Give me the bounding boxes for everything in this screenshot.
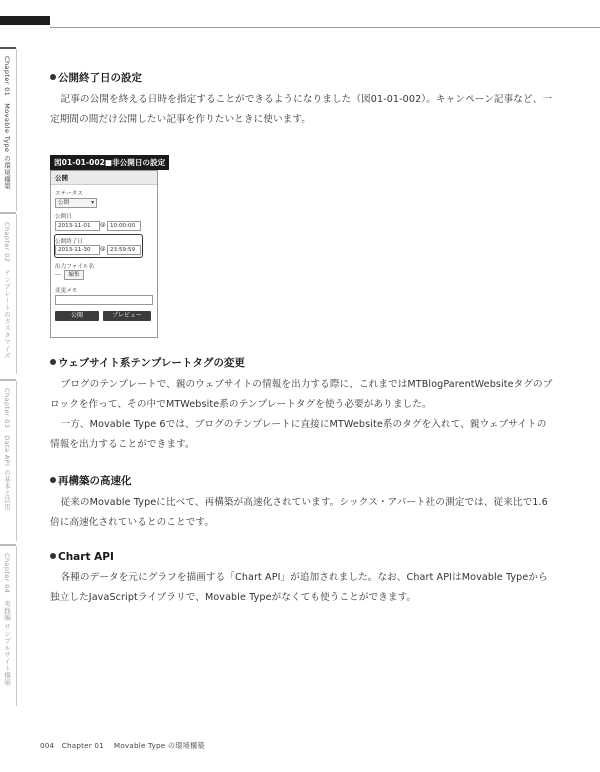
filename-label: 出力ファイル名: [55, 264, 95, 270]
chapter-marker: [0, 212, 16, 214]
section-rebuild-speed: [50, 473, 554, 533]
section-paragraph: 各種のデータを元にグラフを描画する「Chart API」が追加されました。なお、Chart APIはMovable Typeから独立したJavaScriptライブラリで、Movable Typeがなくても使うことができます。: [50, 572, 548, 603]
footer-chapter: Chapter 01: [61, 741, 104, 750]
chevron-down-icon: ▾: [91, 200, 94, 206]
status-label: ステータス: [55, 191, 83, 197]
section-heading: 再構築の高速化: [58, 475, 132, 487]
section-paragraph: ブログのテンプレートで、親のウェブサイトの情報を出力する際に、これまではMTBlogParentWebsiteタグのブロックを作って、その中でMTWebsite系のテンプレートタグを使う必要がありました。: [50, 379, 553, 410]
chapter-divider: [16, 381, 17, 541]
page-number: 004: [40, 741, 55, 750]
unpublish-time-input[interactable]: 23:59:59: [107, 245, 141, 255]
bullet-icon: [50, 74, 56, 80]
section-heading: 公開終了日の設定: [58, 72, 142, 84]
side-chapter-04: Chapter 04 実践編 サンプルサイト構築: [3, 553, 11, 686]
panel-title: 公開: [51, 171, 157, 185]
preview-button[interactable]: プレビュー: [103, 311, 151, 321]
unpublish-date-input[interactable]: 2013-11-30: [55, 245, 100, 255]
chapter-marker: [0, 379, 16, 381]
unpublish-date-label: 公開終了日: [55, 239, 83, 245]
page-footer: [40, 741, 205, 751]
status-value: 公開: [58, 200, 70, 206]
publish-date-label: 公開日: [55, 214, 72, 220]
publish-panel: [50, 170, 158, 338]
chapter-divider: [16, 214, 17, 374]
section-paragraph: 一方、Movable Type 6では、ブログのテンプレートに直接にMTWebsite系のタグを入れて、親ウェブサイトの情報を出力することができます。: [50, 419, 547, 450]
memo-input[interactable]: [55, 295, 153, 305]
section-unpublish-date: [50, 70, 554, 130]
section-heading: Chart API: [58, 551, 114, 563]
at-sign: @: [100, 222, 106, 228]
chapter-marker: [0, 544, 16, 546]
publish-button[interactable]: 公開: [55, 311, 99, 321]
footer-title: Movable Type の環境構築: [113, 741, 205, 750]
publish-date-input[interactable]: 2013-11-01: [55, 221, 100, 231]
header-tab: [0, 16, 50, 25]
chapter-divider: [16, 546, 17, 706]
section-heading: ウェブサイト系テンプレートタグの変更: [58, 357, 245, 369]
status-select[interactable]: [55, 198, 97, 208]
section-website-tags: [50, 355, 554, 455]
at-sign: @: [100, 246, 106, 252]
bullet-icon: [50, 359, 56, 365]
side-chapter-03: Chapter 03 Data API の基本と活用: [3, 388, 11, 511]
chapter-divider: [16, 49, 17, 211]
edit-button[interactable]: 編集: [64, 270, 84, 280]
publish-time-input[interactable]: 10:00:00: [107, 221, 141, 231]
section-paragraph: 記事の公開を終える日時を指定することができるようになりました（図01-01-002）。キャンペーン記事など、一定期間の間だけ公開したい記事を作りたいときに使います。: [50, 94, 553, 125]
figure-unpublish-setting: [50, 150, 165, 338]
section-paragraph: 従来のMovable Typeに比べて、再構築が高速化されています。シックス・アパート社の測定では、従来比で1.6倍に高速化されているとのことです。: [50, 497, 548, 528]
section-chart-api: [50, 551, 554, 608]
side-chapter-02: Chapter 02 テンプレートのカスタマイズ: [3, 222, 11, 359]
figure-caption: 図01-01-002■非公開日の設定: [50, 155, 169, 170]
bullet-icon: [50, 553, 56, 559]
chapter-marker: [0, 47, 16, 49]
bullet-icon: [50, 477, 56, 483]
header-rule: [50, 27, 600, 28]
filename-value: ---: [55, 272, 62, 278]
memo-label: 変更メモ: [55, 288, 78, 294]
side-chapter-01: Chapter 01 Movable Type の環境構築: [3, 56, 11, 190]
